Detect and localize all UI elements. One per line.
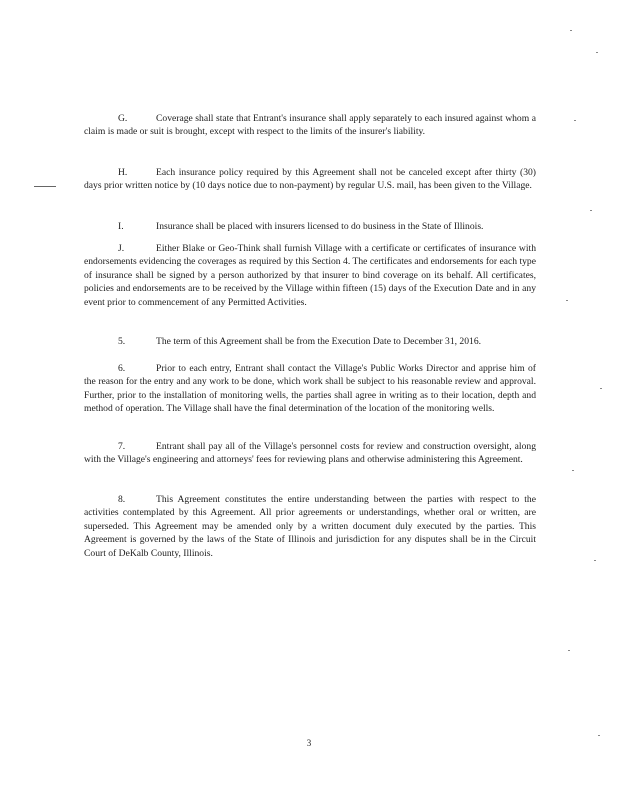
paragraph-5-text: The term of this Agreement shall be from the Execution Date to December 31, 2016. [156,336,482,347]
paragraph-g [84,112,536,139]
paragraph-g-number: G. [118,113,128,124]
paragraph-5 [84,335,536,348]
paragraph-8-text: This Agreement constitutes the entire understanding between the parties with respect to the activities contemplated by this Agreement. All prior agreements or understandings, whether oral or written, are superseded. This Agreement may be amended only by a written document duly executed by the parties. This Agreement is governed by the laws of the State of Illinois and jurisdiction for any disputes shall be in the Circuit Court of DeKalb County, Illinois. [84,494,536,559]
scan-speck [566,300,568,301]
paragraph-h-text: Each insurance policy required by this Agreement shall not be canceled except after thirty (30) days prior written notice by (10 days notice due to non-payment) by regular U.S. mail, has been given to the Village. [84,167,536,192]
paragraph-5-number: 5. [118,336,126,347]
scan-speck [574,120,576,121]
paragraph-6-number: 6. [118,363,126,374]
paragraph-j-text: Either Blake or Geo-Think shall furnish Village with a certificate or certificates of insurance with endorsements evidencing the coverages as required by this Section 4. The certificates and endorsements for each type of insurance shall be signed by a person authorized by that insurer to bind coverage on its behalf. All certificates, policies and endorsements are to be received by the Village within fifteen (15) days of the Execution Date and in any event prior to commencement of any Permitted Activities. [84,243,536,308]
scan-speck [568,650,570,651]
paragraph-i-number: I. [118,221,124,232]
scan-speck [590,210,592,211]
scan-speck [598,735,600,736]
paragraph-i [84,220,536,233]
paragraph-7 [84,440,536,467]
paragraph-6-text: Prior to each entry, Entrant shall contact the Village's Public Works Director and apprise him of the reason for the entry and any work to be done, which work shall be subject to his reasonable review and approval. Further, prior to the installation of monitoring wells, the parties shall agree in writing as to their location, depth and method of operation. The Village shall have the final determination of the location of the monitoring wells. [84,363,536,415]
paragraph-g-text: Coverage shall state that Entrant's insurance shall apply separately to each insured against whom a claim is made or suit is brought, except with respect to the limits of the insurer's liability. [84,113,536,138]
scan-speck [594,560,596,561]
scan-speck [596,52,598,53]
paragraph-8 [84,493,536,560]
paragraph-7-text: Entrant shall pay all of the Village's personnel costs for review and construction oversight, along with the Village's engineering and attorneys' fees for reviewing plans and otherwise administering this Agreement. [84,441,536,466]
paragraph-i-text: Insurance shall be placed with insurers licensed to do business in the State of Illinois. [156,221,484,232]
paragraph-7-number: 7. [118,441,126,452]
scan-speck [600,388,602,389]
paragraph-j [84,242,536,309]
paragraph-6 [84,362,536,416]
paragraph-h [84,166,536,193]
scan-artifact-line [34,186,56,187]
scan-speck [572,470,574,471]
page-number: 3 [306,738,312,748]
scan-speck [570,30,572,31]
paragraph-h-number: H. [118,167,128,178]
paragraph-8-number: 8. [118,494,126,505]
paragraph-j-number: J. [118,243,125,254]
